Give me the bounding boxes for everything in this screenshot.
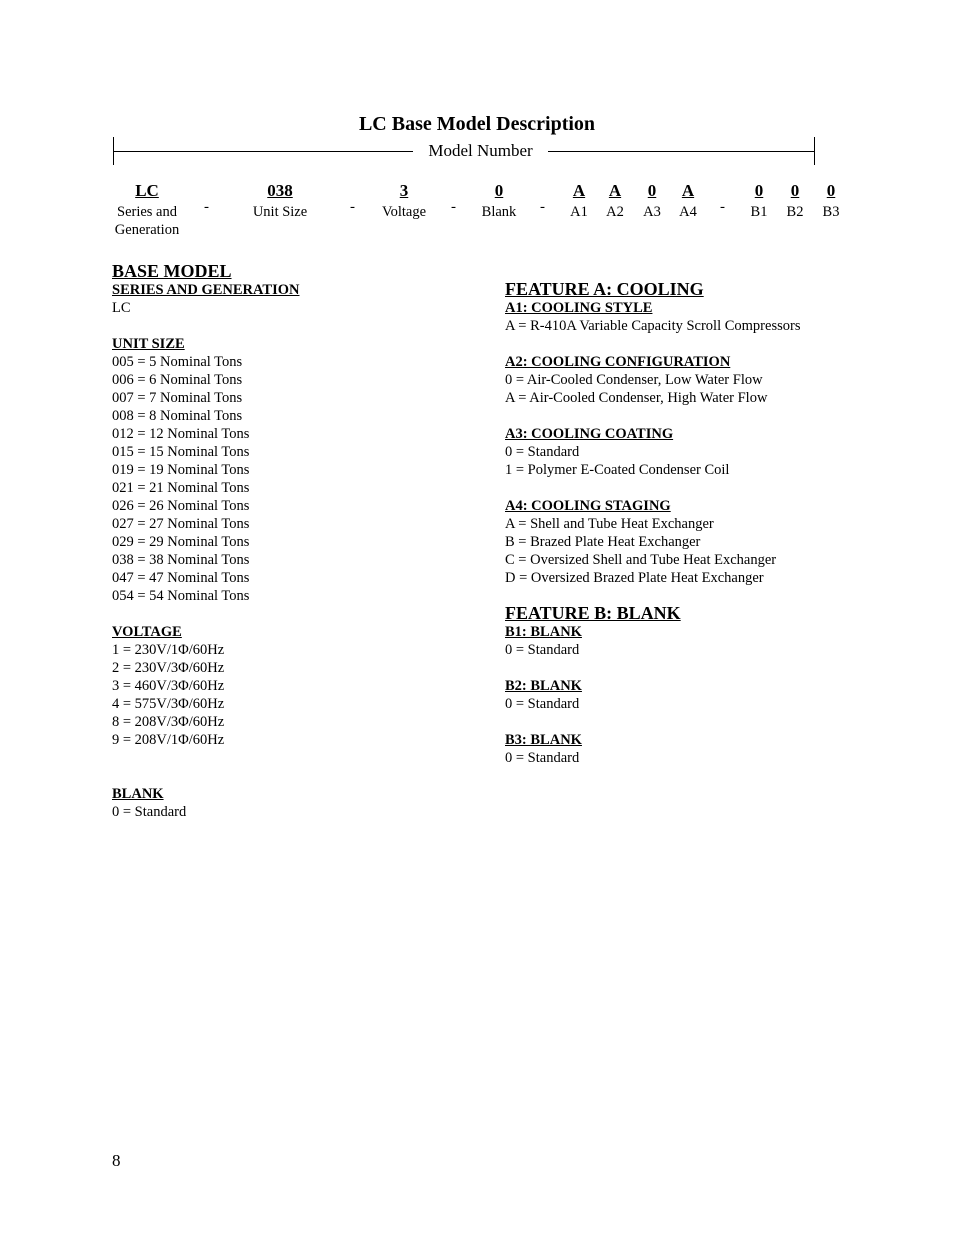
b3-heading: B3: BLANK (505, 732, 582, 748)
list-item: 054 = 54 Nominal Tons (112, 588, 250, 604)
b1-heading: B1: BLANK (505, 624, 582, 640)
code-blank: 0 Blank (481, 181, 517, 220)
list-item: 047 = 47 Nominal Tons (112, 570, 250, 586)
list-item: 008 = 8 Nominal Tons (112, 408, 243, 424)
bracket-right-tick (814, 137, 815, 165)
list-item: 1 = Polymer E-Coated Condenser Coil (505, 462, 730, 478)
list-item: 8 = 208V/3Φ/60Hz (112, 714, 225, 730)
list-item: 026 = 26 Nominal Tons (112, 498, 250, 514)
list-item: 0 = Standard (112, 804, 187, 820)
list-item: 3 = 460V/3Φ/60Hz (112, 678, 225, 694)
list-item: 015 = 15 Nominal Tons (112, 444, 250, 460)
code-a1: A A1 (570, 181, 588, 220)
list-item: 012 = 12 Nominal Tons (112, 426, 250, 442)
code-separator: - (540, 199, 545, 215)
unit-size-heading: UNIT SIZE (112, 336, 185, 352)
list-item: A = R-410A Variable Capacity Scroll Compressors (505, 318, 801, 334)
feature-b-heading: FEATURE B: BLANK (505, 603, 681, 623)
list-item: 021 = 21 Nominal Tons (112, 480, 250, 496)
model-number-label: Model Number (413, 141, 548, 161)
list-item: 0 = Air-Cooled Condenser, Low Water Flow (505, 372, 763, 388)
code-b1: 0 B1 (750, 181, 768, 220)
list-item: 0 = Standard (505, 444, 580, 460)
list-item: 2 = 230V/3Φ/60Hz (112, 660, 225, 676)
list-item: 038 = 38 Nominal Tons (112, 552, 250, 568)
list-item: A = Air-Cooled Condenser, High Water Flow (505, 390, 768, 406)
list-item: 1 = 230V/1Φ/60Hz (112, 642, 225, 658)
b2-heading: B2: BLANK (505, 678, 582, 694)
model-number-bracket (113, 137, 815, 165)
blank-heading: BLANK (112, 786, 164, 802)
a2-heading: A2: COOLING CONFIGURATION (505, 354, 731, 370)
list-item: LC (112, 300, 131, 316)
code-b3: 0 B3 (822, 181, 840, 220)
a1-heading: A1: COOLING STYLE (505, 300, 653, 316)
code-separator: - (451, 199, 456, 215)
list-item: D = Oversized Brazed Plate Heat Exchanger (505, 570, 764, 586)
list-item: 005 = 5 Nominal Tons (112, 354, 243, 370)
base-model-column (112, 261, 462, 821)
base-model-heading: BASE MODEL (112, 261, 232, 281)
code-separator: - (720, 199, 725, 215)
a4-heading: A4: COOLING STAGING (505, 498, 671, 514)
code-a2: A A2 (606, 181, 624, 220)
voltage-heading: VOLTAGE (112, 624, 182, 640)
list-item: 9 = 208V/1Φ/60Hz (112, 732, 225, 748)
a3-heading: A3: COOLING COATING (505, 426, 674, 442)
code-separator: - (204, 199, 209, 215)
code-unit-size: 038 Unit Size (252, 181, 308, 220)
list-item: 027 = 27 Nominal Tons (112, 516, 250, 532)
feature-a-heading: FEATURE A: COOLING (505, 279, 704, 299)
list-item: A = Shell and Tube Heat Exchanger (505, 516, 714, 532)
list-item: 0 = Standard (505, 642, 580, 658)
list-item: 4 = 575V/3Φ/60Hz (112, 696, 225, 712)
list-item: 0 = Standard (505, 750, 580, 766)
list-item: 0 = Standard (505, 696, 580, 712)
page-title: LC Base Model Description (358, 113, 596, 135)
series-heading: SERIES AND GENERATION (112, 282, 300, 298)
list-item: 007 = 7 Nominal Tons (112, 390, 243, 406)
code-a4: A A4 (679, 181, 697, 220)
list-item: B = Brazed Plate Heat Exchanger (505, 534, 701, 550)
code-b2: 0 B2 (786, 181, 804, 220)
code-series: LC Series and Generation (114, 181, 180, 238)
list-item: 006 = 6 Nominal Tons (112, 372, 243, 388)
code-a3: 0 A3 (643, 181, 661, 220)
list-item: 019 = 19 Nominal Tons (112, 462, 250, 478)
code-voltage: 3 Voltage (381, 181, 427, 220)
list-item: 029 = 29 Nominal Tons (112, 534, 250, 550)
code-separator: - (350, 199, 355, 215)
page-number: 8 (112, 1151, 121, 1170)
features-column (505, 279, 905, 767)
list-item: C = Oversized Shell and Tube Heat Exchanger (505, 552, 777, 568)
